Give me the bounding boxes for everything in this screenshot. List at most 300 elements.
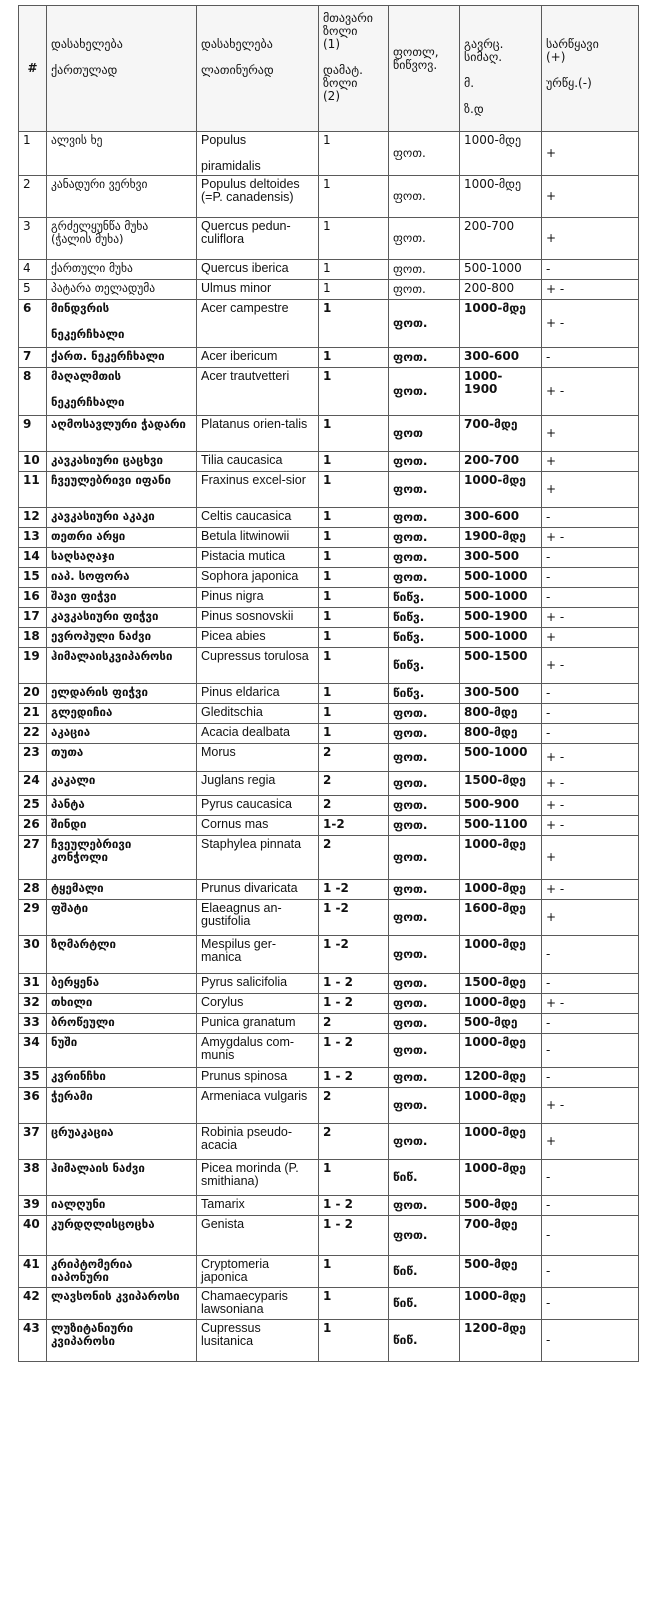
irrigation-mark: -: [542, 1034, 639, 1068]
zone-value: 1 -2: [319, 936, 389, 974]
table-row: [19, 1256, 639, 1288]
row-number: 43: [19, 1320, 47, 1362]
georgian-name: პანტა: [47, 796, 197, 816]
georgian-name: თეთრი არყი: [47, 528, 197, 548]
latin-name: Tilia caucasica: [197, 452, 319, 472]
row-number: 27: [19, 836, 47, 880]
georgian-name: ტყემალი: [47, 880, 197, 900]
latin-name: Picea abies: [197, 628, 319, 648]
latin-name: Pinus sosnovskii: [197, 608, 319, 628]
tree-species-table: [18, 5, 639, 1362]
georgian-name: ცრუაკაცია: [47, 1124, 197, 1160]
zone-value: 1 -2: [319, 880, 389, 900]
table-row: [19, 684, 639, 704]
georgian-name: ქართ. ნეკერჩხალი: [47, 348, 197, 368]
altitude-range: 500-მდე: [460, 1196, 542, 1216]
row-number: 15: [19, 568, 47, 588]
irrigation-mark: -: [542, 1196, 639, 1216]
table-row: [19, 816, 639, 836]
row-number: 5: [19, 280, 47, 300]
row-number: 39: [19, 1196, 47, 1216]
altitude-range: 500-1000: [460, 588, 542, 608]
georgian-name: გრძელყუნწა მუხა (ჭალის მუხა): [47, 218, 197, 260]
leaf-type: ფოთ.: [389, 280, 460, 300]
table-row: [19, 348, 639, 368]
latin-name: Pyrus salicifolia: [197, 974, 319, 994]
latin-name: Pinus eldarica: [197, 684, 319, 704]
leaf-type: ფოთ.: [389, 974, 460, 994]
zone-value: 1 - 2: [319, 974, 389, 994]
zone-value: 1: [319, 1288, 389, 1320]
leaf-type: ფოთ.: [389, 1068, 460, 1088]
altitude-range: 300-500: [460, 684, 542, 704]
altitude-range: 200-700: [460, 452, 542, 472]
table-row: [19, 974, 639, 994]
altitude-range: 300-500: [460, 548, 542, 568]
altitude-range: 1200-მდე: [460, 1320, 542, 1362]
irrigation-mark: + -: [542, 994, 639, 1014]
table-row: [19, 218, 639, 260]
tree-species-table-wrapper: [18, 5, 638, 1362]
leaf-type: წიწვ.: [389, 684, 460, 704]
latin-name: Mespilus ger-manica: [197, 936, 319, 974]
table-row: [19, 880, 639, 900]
leaf-type: წიწვ.: [389, 648, 460, 684]
irrigation-mark: -: [542, 260, 639, 280]
table-row: [19, 994, 639, 1014]
irrigation-mark: + -: [542, 1088, 639, 1124]
georgian-name: კრიპტომერია იაპონური: [47, 1256, 197, 1288]
row-number: 8: [19, 368, 47, 416]
zone-value: 1 -2: [319, 900, 389, 936]
row-number: 37: [19, 1124, 47, 1160]
georgian-name: ბროწეული: [47, 1014, 197, 1034]
leaf-type: ფოთ.: [389, 936, 460, 974]
zone-value: 1: [319, 452, 389, 472]
row-number: 10: [19, 452, 47, 472]
irrigation-mark: +: [542, 628, 639, 648]
leaf-type: ფოთ.: [389, 176, 460, 218]
latin-name: Acacia dealbata: [197, 724, 319, 744]
zone-value: 1: [319, 568, 389, 588]
table-row: [19, 1124, 639, 1160]
leaf-type: ფოთ.: [389, 508, 460, 528]
zone-value: 1: [319, 528, 389, 548]
irrigation-mark: + -: [542, 648, 639, 684]
georgian-name: კანადური ვერხვი: [47, 176, 197, 218]
latin-name: Picea morinda (P. smithiana): [197, 1160, 319, 1196]
row-number: 14: [19, 548, 47, 568]
altitude-range: 1000-მდე: [460, 176, 542, 218]
table-row: [19, 1014, 639, 1034]
irrigation-mark: -: [542, 974, 639, 994]
altitude-range: 1500-მდე: [460, 772, 542, 796]
zone-value: 1: [319, 608, 389, 628]
table-row: [19, 132, 639, 176]
table-row: [19, 368, 639, 416]
zone-value: 1: [319, 218, 389, 260]
zone-value: 1 - 2: [319, 994, 389, 1014]
irrigation-mark: + -: [542, 368, 639, 416]
row-number: 38: [19, 1160, 47, 1196]
georgian-name: მინდვრის ნეკერჩხალი: [47, 300, 197, 348]
table-row: [19, 568, 639, 588]
header-irrigation: [542, 6, 639, 132]
leaf-type: ფოთ.: [389, 816, 460, 836]
georgian-name: შავი ფიჭვი: [47, 588, 197, 608]
zone-value: 1: [319, 300, 389, 348]
leaf-type: წიწ.: [389, 1256, 460, 1288]
altitude-range: 1000-მდე: [460, 836, 542, 880]
altitude-range: 1000-მდე: [460, 300, 542, 348]
altitude-range: 1000-მდე: [460, 880, 542, 900]
table-body: [19, 132, 639, 1362]
table-row: [19, 1288, 639, 1320]
georgian-name: აკაცია: [47, 724, 197, 744]
georgian-name: კავკასიური ცაცხვი: [47, 452, 197, 472]
leaf-type: ფოთ.: [389, 260, 460, 280]
leaf-type: წიწ.: [389, 1320, 460, 1362]
latin-name: Elaeagnus an-gustifolia: [197, 900, 319, 936]
table-row: [19, 836, 639, 880]
row-number: 4: [19, 260, 47, 280]
leaf-type: ფოთ.: [389, 300, 460, 348]
leaf-type: წიწვ.: [389, 588, 460, 608]
table-row: [19, 1088, 639, 1124]
georgian-name: აღმოსავლური ჭადარი: [47, 416, 197, 452]
table-row: [19, 260, 639, 280]
georgian-name: კაკალი: [47, 772, 197, 796]
georgian-name: კავკასიური აკაკი: [47, 508, 197, 528]
table-row: [19, 744, 639, 772]
georgian-name: საღსაღაჯი: [47, 548, 197, 568]
altitude-range: 1000-მდე: [460, 1088, 542, 1124]
zone-value: 1: [319, 472, 389, 508]
leaf-type: ფოთ.: [389, 472, 460, 508]
leaf-type: ფოთ.: [389, 1014, 460, 1034]
table-row: [19, 1320, 639, 1362]
leaf-type: ფოთ.: [389, 548, 460, 568]
zone-value: 1 - 2: [319, 1196, 389, 1216]
latin-name: Acer campestre: [197, 300, 319, 348]
irrigation-mark: +: [542, 836, 639, 880]
table-row: [19, 1196, 639, 1216]
leaf-type: ფოთ.: [389, 744, 460, 772]
row-number: 9: [19, 416, 47, 452]
latin-name: Acer ibericum: [197, 348, 319, 368]
zone-value: 1: [319, 416, 389, 452]
table-row: [19, 548, 639, 568]
leaf-type: ფოთ.: [389, 724, 460, 744]
leaf-type: ფოთ.: [389, 1196, 460, 1216]
latin-name: Ulmus minor: [197, 280, 319, 300]
table-row: [19, 1034, 639, 1068]
zone-value: 1: [319, 628, 389, 648]
irrigation-mark: -: [542, 1320, 639, 1362]
leaf-type: წიწ.: [389, 1288, 460, 1320]
latin-name: Punica granatum: [197, 1014, 319, 1034]
altitude-range: 200-700: [460, 218, 542, 260]
altitude-range: 700-მდე: [460, 1216, 542, 1256]
georgian-name: ფშატი: [47, 900, 197, 936]
zone-value: 1: [319, 508, 389, 528]
altitude-range: 500-მდე: [460, 1014, 542, 1034]
latin-name: Populus deltoides (=P. canadensis): [197, 176, 319, 218]
row-number: 31: [19, 974, 47, 994]
georgian-name: იაპ. სოფორა: [47, 568, 197, 588]
altitude-range: 1000-მდე: [460, 472, 542, 508]
header-zone-text: მთავარი ზოლი (1) დამატ. ზოლი (2): [323, 11, 373, 103]
altitude-range: 1000- 1900: [460, 368, 542, 416]
zone-value: 1: [319, 684, 389, 704]
row-number: 20: [19, 684, 47, 704]
zone-value: 1 - 2: [319, 1034, 389, 1068]
latin-name: Pyrus caucasica: [197, 796, 319, 816]
altitude-range: 1200-მდე: [460, 1068, 542, 1088]
table-row: [19, 724, 639, 744]
zone-value: 1: [319, 132, 389, 176]
leaf-type: ფოთ.: [389, 1216, 460, 1256]
zone-value: 2: [319, 744, 389, 772]
irrigation-mark: + -: [542, 816, 639, 836]
latin-name: Chamaecyparis lawsoniana: [197, 1288, 319, 1320]
altitude-range: 300-600: [460, 508, 542, 528]
latin-name: Quercus iberica: [197, 260, 319, 280]
table-row: [19, 1160, 639, 1196]
table-row: [19, 1216, 639, 1256]
zone-value: 2: [319, 1014, 389, 1034]
zone-value: 1: [319, 588, 389, 608]
irrigation-mark: + -: [542, 796, 639, 816]
georgian-name: თხილი: [47, 994, 197, 1014]
altitude-range: 800-მდე: [460, 704, 542, 724]
latin-name: Quercus pedun-culiflora: [197, 218, 319, 260]
latin-name: Fraxinus excel-sior: [197, 472, 319, 508]
row-number: 30: [19, 936, 47, 974]
georgian-name: მაღალმთის ნეკერჩხალი: [47, 368, 197, 416]
latin-name: Cornus mas: [197, 816, 319, 836]
irrigation-mark: -: [542, 724, 639, 744]
row-number: 33: [19, 1014, 47, 1034]
irrigation-mark: -: [542, 1068, 639, 1088]
header-latin-name-text: დასახელება ლათინურად: [201, 37, 274, 77]
latin-name: Platanus orien-talis: [197, 416, 319, 452]
row-number: 19: [19, 648, 47, 684]
zone-value: 2: [319, 836, 389, 880]
altitude-range: 1000-მდე: [460, 132, 542, 176]
georgian-name: კავკასიური ფიჭვი: [47, 608, 197, 628]
table-row: [19, 900, 639, 936]
leaf-type: ფოთ.: [389, 348, 460, 368]
latin-name: Amygdalus com-munis: [197, 1034, 319, 1068]
latin-name: Pinus nigra: [197, 588, 319, 608]
leaf-type: ფოთ.: [389, 528, 460, 548]
altitude-range: 500-1500: [460, 648, 542, 684]
leaf-type: ფოთ.: [389, 994, 460, 1014]
irrigation-mark: -: [542, 348, 639, 368]
irrigation-mark: -: [542, 936, 639, 974]
zone-value: 1: [319, 260, 389, 280]
leaf-type: ფოთ.: [389, 704, 460, 724]
leaf-type: ფოთ.: [389, 900, 460, 936]
latin-name: Tamarix: [197, 1196, 319, 1216]
georgian-name: ჰიმალაისკვიპაროსი: [47, 648, 197, 684]
irrigation-mark: +: [542, 218, 639, 260]
altitude-range: 300-600: [460, 348, 542, 368]
latin-name: Pistacia mutica: [197, 548, 319, 568]
table-row: [19, 280, 639, 300]
georgian-name: კვრინჩხი: [47, 1068, 197, 1088]
header-latin-name: [197, 6, 319, 132]
header-number: #: [19, 6, 47, 132]
row-number: 16: [19, 588, 47, 608]
latin-name: Robinia pseudo-acacia: [197, 1124, 319, 1160]
irrigation-mark: +: [542, 176, 639, 218]
altitude-range: 1600-მდე: [460, 900, 542, 936]
leaf-type: ფოთ.: [389, 452, 460, 472]
georgian-name: შინდი: [47, 816, 197, 836]
header-row: [19, 6, 639, 132]
table-row: [19, 704, 639, 724]
irrigation-mark: + -: [542, 528, 639, 548]
irrigation-mark: +: [542, 416, 639, 452]
latin-name: Genista: [197, 1216, 319, 1256]
table-row: [19, 472, 639, 508]
row-number: 17: [19, 608, 47, 628]
altitude-range: 500-900: [460, 796, 542, 816]
row-number: 28: [19, 880, 47, 900]
row-number: 22: [19, 724, 47, 744]
georgian-name: ლუზიტანიური კვიპაროსი: [47, 1320, 197, 1362]
zone-value: 1: [319, 176, 389, 218]
irrigation-mark: -: [542, 588, 639, 608]
leaf-type: ფოთ.: [389, 836, 460, 880]
irrigation-mark: -: [542, 1288, 639, 1320]
georgian-name: ქართული მუხა: [47, 260, 197, 280]
row-number: 41: [19, 1256, 47, 1288]
latin-name: Acer trautvetteri: [197, 368, 319, 416]
latin-name: Juglans regia: [197, 772, 319, 796]
row-number: 1: [19, 132, 47, 176]
georgian-name: ზღმარტლი: [47, 936, 197, 974]
zone-value: 1: [319, 648, 389, 684]
table-row: [19, 508, 639, 528]
leaf-type: ფოთ.: [389, 368, 460, 416]
table-row: [19, 300, 639, 348]
table-row: [19, 936, 639, 974]
row-number: 11: [19, 472, 47, 508]
irrigation-mark: + -: [542, 880, 639, 900]
header-leaf-type-text: ფოთლ, წიწვოვ.: [393, 45, 439, 72]
row-number: 21: [19, 704, 47, 724]
irrigation-mark: +: [542, 452, 639, 472]
zone-value: 1: [319, 1160, 389, 1196]
leaf-type: ფოთ: [389, 416, 460, 452]
table-row: [19, 772, 639, 796]
leaf-type: წიწვ.: [389, 628, 460, 648]
georgian-name: თუთა: [47, 744, 197, 772]
zone-value: 1 - 2: [319, 1216, 389, 1256]
irrigation-mark: -: [542, 568, 639, 588]
table-row: [19, 608, 639, 628]
row-number: 13: [19, 528, 47, 548]
altitude-range: 500-მდე: [460, 1256, 542, 1288]
latin-name: Armeniaca vulgaris: [197, 1088, 319, 1124]
altitude-range: 1000-მდე: [460, 1124, 542, 1160]
altitude-range: 1000-მდე: [460, 1160, 542, 1196]
altitude-range: 1000-მდე: [460, 936, 542, 974]
zone-value: 1: [319, 548, 389, 568]
irrigation-mark: + -: [542, 608, 639, 628]
header-georgian-name-text: დასახელება ქართულად: [51, 37, 123, 77]
zone-value: 1: [319, 1320, 389, 1362]
row-number: 29: [19, 900, 47, 936]
header-irrigation-text: სარწყავი (+) ურწყ.(-): [546, 37, 599, 90]
header-altitude: [460, 6, 542, 132]
row-number: 42: [19, 1288, 47, 1320]
zone-value: 1 - 2: [319, 1068, 389, 1088]
leaf-type: ფოთ.: [389, 1088, 460, 1124]
row-number: 2: [19, 176, 47, 218]
irrigation-mark: + -: [542, 300, 639, 348]
latin-name: Cupressus lusitanica: [197, 1320, 319, 1362]
row-number: 32: [19, 994, 47, 1014]
leaf-type: ფოთ.: [389, 1034, 460, 1068]
irrigation-mark: +: [542, 1124, 639, 1160]
irrigation-mark: -: [542, 1160, 639, 1196]
row-number: 7: [19, 348, 47, 368]
altitude-range: 1000-მდე: [460, 994, 542, 1014]
georgian-name: იალღუნი: [47, 1196, 197, 1216]
irrigation-mark: +: [542, 472, 639, 508]
header-leaf-type: [389, 6, 460, 132]
zone-value: 1: [319, 280, 389, 300]
latin-name: Betula litwinowii: [197, 528, 319, 548]
leaf-type: ფოთ.: [389, 772, 460, 796]
georgian-name: ევროპული ნაძვი: [47, 628, 197, 648]
georgian-name: ბერყენა: [47, 974, 197, 994]
zone-value: 1: [319, 348, 389, 368]
latin-name: Cryptomeria japonica: [197, 1256, 319, 1288]
row-number: 23: [19, 744, 47, 772]
georgian-name: კურდღლისცოცხა: [47, 1216, 197, 1256]
latin-name: Prunus divaricata: [197, 880, 319, 900]
altitude-range: 1000-მდე: [460, 1034, 542, 1068]
row-number: 18: [19, 628, 47, 648]
altitude-range: 500-1900: [460, 608, 542, 628]
irrigation-mark: -: [542, 548, 639, 568]
altitude-range: 800-მდე: [460, 724, 542, 744]
table-row: [19, 648, 639, 684]
latin-name: Prunus spinosa: [197, 1068, 319, 1088]
irrigation-mark: -: [542, 1256, 639, 1288]
irrigation-mark: + -: [542, 772, 639, 796]
altitude-range: 500-1100: [460, 816, 542, 836]
altitude-range: 1000-მდე: [460, 1288, 542, 1320]
zone-value: 1: [319, 368, 389, 416]
altitude-range: 500-1000: [460, 628, 542, 648]
georgian-name: ლავსონის კვიპაროსი: [47, 1288, 197, 1320]
zone-value: 2: [319, 1088, 389, 1124]
zone-value: 1: [319, 704, 389, 724]
georgian-name: ჩვეულებრივი იფანი: [47, 472, 197, 508]
leaf-type: ფოთ.: [389, 1124, 460, 1160]
row-number: 35: [19, 1068, 47, 1088]
georgian-name: პატარა თელადუმა: [47, 280, 197, 300]
row-number: 6: [19, 300, 47, 348]
irrigation-mark: +: [542, 132, 639, 176]
georgian-name: ნუში: [47, 1034, 197, 1068]
